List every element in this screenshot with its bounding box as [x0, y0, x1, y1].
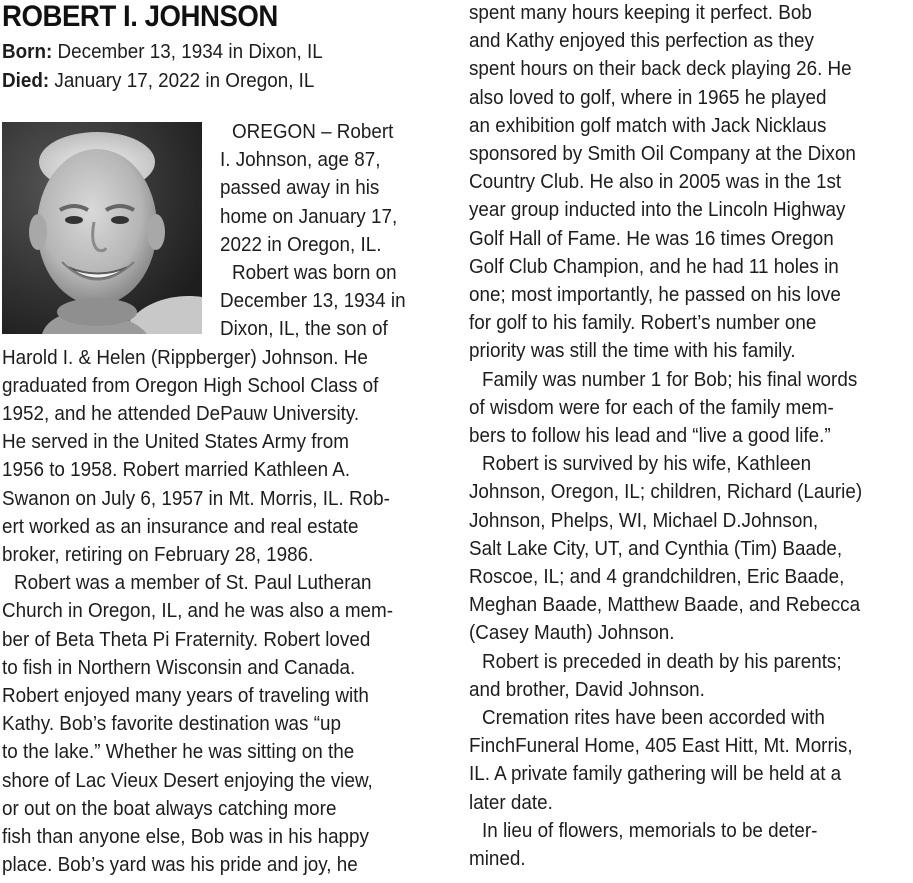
right-column-line: Golf Hall of Fame. He was 16 times Oregon — [469, 226, 834, 250]
left-column-line: OREGON – Robert — [232, 120, 394, 143]
right-column-line: Family was number 1 for Bob; his final words — [482, 367, 858, 391]
portrait-photo-icon — [2, 122, 202, 334]
right-column-line: of wisdom were for each of the family mem- — [469, 395, 834, 419]
right-column-line: spent many hours keeping it perfect. Bob — [469, 1, 812, 24]
left-column-line: December 13, 1934 in — [220, 289, 406, 313]
right-column-line: bers to follow his lead and “live a good life.” — [469, 424, 831, 447]
left-column-line: Robert was a member of St. Paul Lutheran — [14, 571, 372, 595]
left-column-line: broker, retiring on February 28, 1986. — [2, 543, 314, 566]
left-column-line: fish than anyone else, Bob was in his happy — [2, 825, 369, 848]
left-column-line: Kathy. Bob’s favorite destination was “up — [2, 712, 341, 736]
right-column-line: Meghan Baade, Matthew Baade, and Rebecca — [469, 593, 861, 617]
right-column-line: year group inducted into the Lincoln Highway — [469, 198, 846, 222]
born-label: Born: — [2, 40, 53, 63]
right-column-line: FinchFuneral Home, 405 East Hitt, Mt. Morris, — [469, 734, 853, 758]
left-column-line: home on January 17, — [220, 204, 398, 228]
born-value: December 13, 1934 in Dixon, IL — [52, 40, 323, 63]
left-column-line: Robert enjoyed many years of traveling with — [2, 684, 369, 707]
right-column-line: In lieu of flowers, memorials to be deter- — [482, 818, 818, 842]
left-column-line: graduated from Oregon High School Class of — [2, 373, 379, 397]
right-column-line: spent hours on their back deck playing 26. He — [469, 57, 852, 81]
right-column-line: Johnson, Phelps, WI, Michael D.Johnson, — [469, 508, 819, 532]
left-column-line: Dixon, IL, the son of — [220, 317, 388, 341]
left-column-line: Swanon on July 6, 1957 in Mt. Morris, IL. Rob- — [2, 486, 390, 510]
right-column-line: priority was still the time with his family. — [469, 339, 796, 363]
left-column-line: place. Bob’s yard was his pride and joy, he — [2, 853, 358, 877]
left-column-line: ber of Beta Theta Pi Fraternity. Robert loved — [2, 627, 371, 651]
right-column-line: for golf to his family. Robert’s number one — [469, 311, 817, 335]
died-label: Died: — [2, 69, 50, 92]
died-value: January 17, 2022 in Oregon, IL — [49, 69, 315, 92]
obituary-title: ROBERT I. JOHNSON — [2, 0, 278, 33]
left-column-line: He served in the United States Army from — [2, 430, 349, 454]
right-column-line: (Casey Mauth) Johnson. — [469, 621, 675, 645]
left-column-line: 2022 in Oregon, IL. — [220, 232, 382, 256]
right-column-line: and Kathy enjoyed this perfection as they — [469, 29, 814, 53]
died-line — [2, 67, 314, 95]
right-column-line: later date. — [469, 790, 553, 814]
left-column-line: Church in Oregon, IL, and he was also a mem- — [2, 599, 394, 623]
left-column-line: to fish in Northern Wisconsin and Canada. — [2, 655, 356, 679]
right-column-line: IL. A private family gathering will be held at a — [469, 762, 842, 786]
born-line — [2, 38, 323, 66]
right-column-line: Cremation rites have been accorded with — [482, 706, 825, 729]
left-column-line: 1952, and he attended DePauw University. — [2, 402, 360, 425]
right-column-line: mined. — [469, 847, 526, 870]
left-column-line: or out on the boat always catching more — [2, 796, 337, 820]
left-column-line: ert worked as an insurance and real estate — [2, 514, 359, 538]
right-column-line: Roscoe, IL; and 4 grandchildren, Eric Baade, — [469, 565, 845, 588]
right-column-line: Golf Club Champion, and he had 11 holes in — [469, 254, 839, 278]
left-column-line: shore of Lac Vieux Desert enjoying the view, — [2, 768, 373, 792]
left-column-line: passed away in his — [220, 176, 380, 200]
right-column-line: Country Club. He also in 2005 was in the 1st — [469, 170, 842, 194]
right-column-line: also loved to golf, where in 1965 he played — [469, 85, 827, 109]
right-column-line: Robert is survived by his wife, Kathleen — [482, 452, 812, 476]
left-column-line: 1956 to 1958. Robert married Kathleen A. — [2, 458, 351, 482]
left-column-line: to the lake.” Whether he was sitting on the — [2, 740, 355, 764]
left-column-line: Harold I. & Helen (Rippberger) Johnson. He — [2, 345, 368, 369]
right-column-line: and brother, David Johnson. — [469, 677, 705, 701]
left-column-line: I. Johnson, age 87, — [220, 148, 381, 172]
right-column-line: Salt Lake City, UT, and Cynthia (Tim) Baade, — [469, 536, 843, 560]
right-column-line: sponsored by Smith Oil Company at the Dixon — [469, 142, 856, 165]
right-column-line: an exhibition golf match with Jack Nicklaus — [469, 113, 827, 137]
left-column-line: Robert was born on — [232, 261, 397, 284]
right-column-line: Johnson, Oregon, IL; children, Richard (Laurie) — [469, 480, 863, 504]
right-column-line: one; most importantly, he passed on his love — [469, 283, 841, 306]
right-column-line: Robert is preceded in death by his parents; — [482, 649, 842, 673]
